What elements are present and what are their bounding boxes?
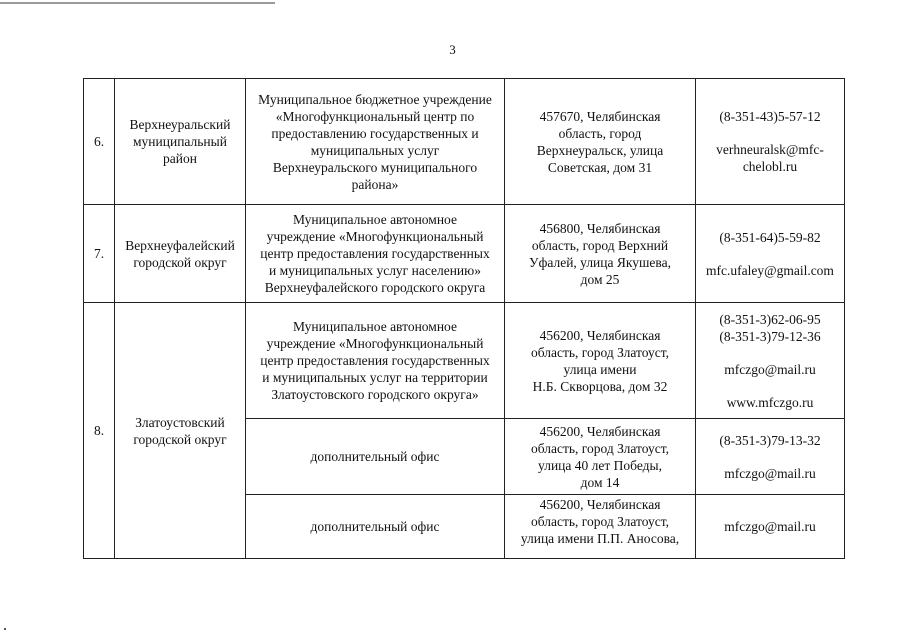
address-cell: 457670, Челябинская область, город Верхнеуральск, улица Советская, дом 31 — [505, 79, 696, 205]
address-cell: 456200, Челябинская область, город Златоуст, улица имени Н.Б. Скворцова, дом 32 — [505, 303, 696, 419]
email-link: mfc.ufaley@gmail.com — [706, 262, 834, 278]
organization-cell: Муниципальное бюджетное учреждение «Многофункциональный центр по предоставлению государственных и муниципальных услуг Верхнеуральского муниципального района» — [246, 79, 505, 205]
table-row-7 — [84, 205, 845, 303]
table-row-8-main — [84, 303, 845, 419]
page-number: 3 — [449, 42, 456, 57]
scan-speck — [4, 628, 6, 630]
email-link: mfczgo@mail.ru — [724, 519, 816, 534]
address-cell: 456200, Челябинская область, город Златоуст, улица 40 лет Победы, дом 14 — [505, 419, 696, 495]
address-cell: 456200, Челябинская область, город Златоуст, улица имени П.П. Аносова, — [505, 495, 696, 559]
row-number: 8. — [84, 303, 115, 559]
website-link: www.mfczgo.ru — [726, 394, 814, 410]
header-rule — [0, 2, 275, 4]
organization-cell: Муниципальное автономное учреждение «Многофункциональный центр предоставления государственных и муниципальных услуг на территории Златоустовского городского округа» — [246, 303, 505, 419]
organization-cell: дополнительный офис — [246, 419, 505, 495]
organization-cell: Муниципальное автономное учреждение «Многофункциональный центр предоставления государственных и муниципальных услуг населению» Верхнеуфалейского городского округа — [246, 205, 505, 303]
address-cell: 456800, Челябинская область, город Верхний Уфалей, улица Якушева, дом 25 — [505, 205, 696, 303]
email-link: mfczgo@mail.ru — [724, 465, 816, 481]
contacts-cell — [696, 495, 845, 559]
table-row-6 — [84, 79, 845, 205]
contacts-cell: (8-351-43)5-57-12 verhneuralsk@mfc- chelobl.ru — [696, 79, 845, 205]
area-cell: Верхнеуфалейский городской округ — [115, 205, 246, 303]
organization-cell: дополнительный офис — [246, 495, 505, 559]
contacts-cell: (8-351-3)79-13-32 mfczgo@mail.ru — [696, 419, 845, 495]
mfc-table — [83, 78, 845, 559]
area-cell: Златоустовский городской округ — [115, 303, 246, 559]
email-link: mfczgo@mail.ru — [724, 361, 816, 377]
row-number: 7. — [84, 205, 115, 303]
area-cell: Верхнеуральский муниципальный район — [115, 79, 246, 205]
row-number: 6. — [84, 79, 115, 205]
contacts-cell: (8-351-64)5-59-82 mfc.ufaley@gmail.com — [696, 205, 845, 303]
email-link: verhneuralsk@mfc- — [716, 142, 824, 157]
contacts-cell: (8-351-3)62-06-95 (8-351-3)79-12-36 mfczgo@mail.ru www.mfczgo.ru — [696, 303, 845, 419]
